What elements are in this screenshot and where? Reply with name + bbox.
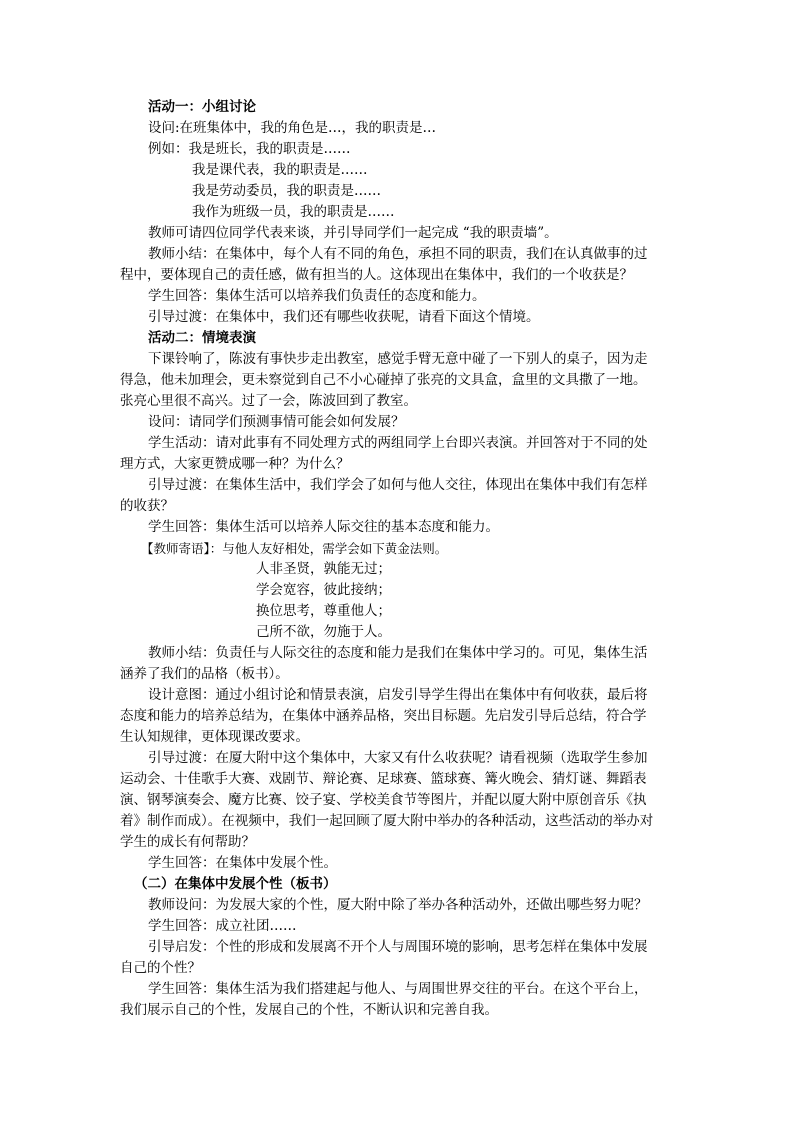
paragraph: 教师设问：为发展大家的个性，厦大附中除了举办各种活动外，还做出哪些努力呢？: [148, 897, 648, 913]
paragraph: 理方式，大家更赞成哪一种？为什么？: [120, 456, 350, 472]
paragraph: 教师小结：在集体中，每个人有不同的角色，承担不同的职责，我们在认真做事的过: [148, 246, 648, 262]
paragraph: 教师小结：负责任与人际交往的态度和能力是我们在集体中学习的。可见，集体生活: [148, 645, 648, 661]
golden-rule: 换位思考，尊重他人；: [256, 603, 391, 619]
paragraph: 着》制作而成）。在视频中，我们一起回顾了厦大附中举办的各种活动，这些活动的举办对: [120, 813, 654, 829]
paragraph: 例如：我是班长，我的职责是……: [148, 141, 351, 157]
paragraph: 生认知规律，更体现课改要求。: [120, 729, 309, 745]
teacher-message: 【教师寄语】：与他人友好相处，需学会如下黄金法则。: [141, 541, 448, 556]
golden-rule: 学会宽容，彼此接纳；: [256, 582, 391, 598]
heading-section-2: （二）在集体中发展个性（板书）: [134, 876, 337, 892]
paragraph: 引导过渡：在厦大附中这个集体中，大家又有什么收获呢？请看视频（选取学生参加: [148, 750, 648, 766]
paragraph: 教师可请四位同学代表来谈，并引导同学们一起完成 “我的职责墙”。: [148, 225, 558, 241]
paragraph: 我是课代表，我的职责是……: [192, 162, 368, 178]
paragraph: 学生的成长有何帮助？: [120, 834, 255, 850]
paragraph: 我作为班级一员，我的职责是……: [192, 204, 395, 220]
paragraph: 下课铃响了，陈波有事快步走出教室，感觉手臂无意中碰了一下别人的桌子，因为走: [148, 351, 648, 367]
paragraph: 学生回答：成立社团……: [148, 918, 297, 934]
paragraph: 态度和能力的培养总结为，在集体中涵养品格，突出目标题。先启发引导后总结，符合学: [120, 708, 647, 724]
paragraph: 的收获？: [120, 498, 174, 514]
paragraph: 涵养了我们的品格（板书）。: [120, 666, 289, 682]
paragraph: 设计意图：通过小组讨论和情景表演，启发引导学生得出在集体中有何收获，最后将: [148, 687, 648, 703]
paragraph: 自己的个性？: [120, 960, 201, 976]
paragraph: 我们展示自己的个性，发展自己的个性，不断认识和完善自我。: [120, 1002, 498, 1018]
paragraph: 设问：请同学们预测事情可能会如何发展？: [148, 414, 405, 430]
paragraph: 运动会、十佳歌手大赛、戏剧节、辩论赛、足球赛、篮球赛、篝火晚会、猜灯谜、舞蹈表: [120, 771, 647, 787]
paragraph: 得急，他未加理会，更未察觉到自己不小心碰掉了张亮的文具盒，盒里的文具撒了一地。: [120, 372, 647, 388]
paragraph: 我是劳动委员，我的职责是……: [192, 183, 381, 199]
paragraph: 学生活动：请对此事有不同处理方式的两组同学上台即兴表演。并回答对于不同的处: [148, 435, 648, 451]
paragraph: 程中，要体现自己的责任感，做有担当的人。这体现出在集体中，我们的一个收获是？: [120, 267, 633, 283]
paragraph: 学生回答：在集体中发展个性。: [148, 855, 337, 871]
paragraph: 演、钢琴演奏会、魔方比赛、饺子宴、学校美食节等图片，并配以厦大附中原创音乐《执: [120, 792, 647, 808]
golden-rule: 己所不欲，勿施于人。: [256, 624, 391, 640]
paragraph: 学生回答：集体生活可以培养人际交往的基本态度和能力。: [148, 519, 499, 535]
paragraph: 引导过渡：在集体生活中，我们学会了如何与他人交往，体现出在集体中我们有怎样: [148, 477, 648, 493]
paragraph: 学生回答：集体生活可以培养我们负责任的态度和能力。: [148, 288, 486, 304]
paragraph: 引导过渡：在集体中，我们还有哪些收获呢，请看下面这个情境。: [148, 309, 540, 325]
golden-rule: 人非圣贤，孰能无过；: [256, 561, 391, 577]
paragraph: 张亮心里很不高兴。过了一会，陈波回到了教室。: [120, 393, 417, 409]
heading-activity-2: 活动二：情境表演: [148, 330, 256, 346]
heading-activity-1: 活动一：小组讨论: [148, 99, 256, 115]
paragraph: 设问:在班集体中，我的角色是…，我的职责是…: [148, 120, 437, 136]
paragraph: 学生回答：集体生活为我们搭建起与他人、与周围世界交往的平台。在这个平台上，: [148, 981, 648, 997]
paragraph: 引导启发：个性的形成和发展离不开个人与周围环境的影响，思考怎样在集体中发展: [148, 939, 648, 955]
